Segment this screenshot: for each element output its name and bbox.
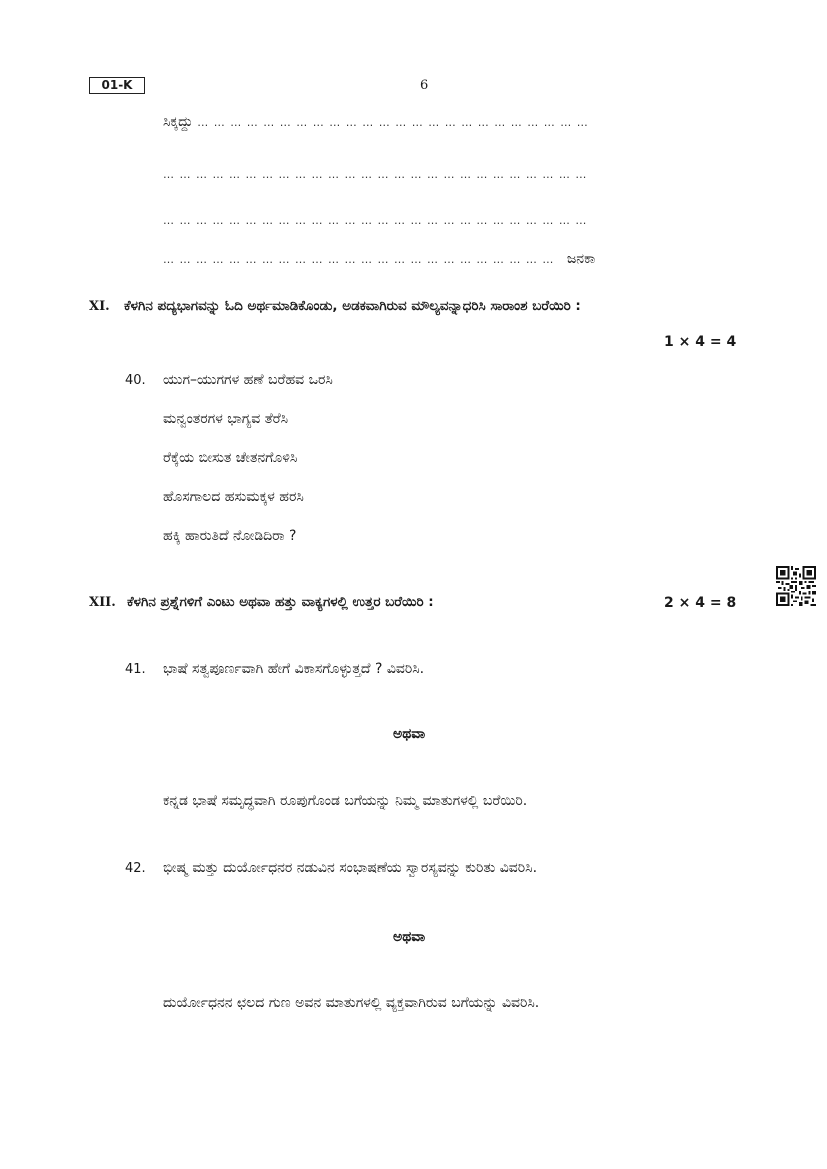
question-40-number: 40.: [125, 373, 146, 388]
section-xii-instruction: ಕೆಳಗಿನ ಪ್ರಶ್ನೆಗಳಿಗೆ ಎಂಟು ಅಥವಾ ಹತ್ತು ವಾಕ್ಯಗಳಲ್ಲಿ ಉತ್ತರ ಬರೆಯಿರಿ :: [127, 594, 434, 610]
or-label-2: ಅಥವಾ: [393, 929, 426, 945]
qr-code-icon: [776, 566, 816, 606]
poem-line-5: ಹಕ್ಕಿ ಹಾರುತಿದೆ ನೋಡಿದಿರಾ ?: [163, 528, 297, 544]
poem-line-3: ರೆಕ್ಕೆಯ ಬೀಸುತ ಚೇತನಗೊಳಿಸಿ: [163, 450, 298, 466]
section-xii-marks: 2 × 4 = 8: [664, 595, 737, 611]
fill-line-4-label: ಜನಕಾ: [566, 251, 596, 267]
fill-line-3: … … … … … … … … … … … … … … … … … … … … … … … … … …: [163, 214, 588, 227]
question-42-alternate: ದುರ್ಯೋಧನನ ಛಲದ ಗುಣ ಅವನ ಮಾತುಗಳಲ್ಲಿ ವ್ಯಕ್ತವಾಗಿರುವ ಬಗೆಯನ್ನು ವಿವರಿಸಿ.: [163, 995, 540, 1011]
section-xi-number: XI.: [89, 299, 110, 314]
question-41-number: 41.: [125, 662, 146, 677]
page-number: 6: [420, 78, 429, 93]
question-42-number: 42.: [125, 861, 146, 876]
fill-line-2: … … … … … … … … … … … … … … … … … … … … … … … … … …: [163, 168, 588, 181]
fill-line-1-dots: … … … … … … … … … … … … … … … … … … … … … … … …: [197, 116, 589, 129]
paper-code: 01-K: [101, 78, 133, 92]
fill-line-1: [163, 113, 589, 132]
section-xii-number: XII.: [89, 595, 116, 610]
fill-line-4-dots: … … … … … … … … … … … … … … … … … … … … … … … …: [163, 253, 555, 266]
poem-line-4: ಹೊಸಗಾಲದ ಹಸುಮಕ್ಕಳ ಹರಸಿ: [163, 489, 304, 505]
or-label-1: ಅಥವಾ: [393, 726, 426, 742]
poem-line-2: ಮನ್ವಂತರಗಳ ಭಾಗ್ಯವ ತೆರೆಸಿ: [163, 411, 289, 427]
poem-line-1: ಯುಗ–ಯುಗಗಳ ಹಣೆ ಬರೆಹವ ಒರಸಿ: [163, 372, 333, 388]
fill-line-1-label: ಸಿಕ್ಕದ್ದು: [163, 114, 193, 130]
question-41-alternate: ಕನ್ನಡ ಭಾಷೆ ಸಮೃದ್ಧವಾಗಿ ರೂಪುಗೊಂಡ ಬಗೆಯನ್ನು ನಿಮ್ಮ ಮಾತುಗಳಲ್ಲಿ ಬರೆಯಿರಿ.: [163, 793, 528, 809]
fill-line-4: [163, 250, 595, 269]
section-xi-marks: 1 × 4 = 4: [664, 334, 737, 350]
question-41-text: ಭಾಷೆ ಸತ್ವಪೂರ್ಣವಾಗಿ ಹೇಗೆ ವಿಕಾಸಗೊಳ್ಳುತ್ತದೆ ? ವಿವರಿಸಿ.: [163, 661, 425, 677]
question-42-text: ಭೀಷ್ಮ ಮತ್ತು ದುರ್ಯೋಧನರ ನಡುವಿನ ಸಂಭಾಷಣೆಯ ಸ್ವಾರಸ್ಯವನ್ನು ಕುರಿತು ವಿವರಿಸಿ.: [163, 860, 538, 876]
paper-code-box: [89, 77, 145, 94]
section-xi-instruction: ಕೆಳಗಿನ ಪದ್ಯಭಾಗವನ್ನು ಓದಿ ಅರ್ಥಮಾಡಿಕೊಂಡು, ಅಡಕವಾಗಿರುವ ಮೌಲ್ಯವನ್ನಾಧರಿಸಿ ಸಾರಾಂಶ ಬರೆಯಿರಿ :: [124, 298, 581, 314]
